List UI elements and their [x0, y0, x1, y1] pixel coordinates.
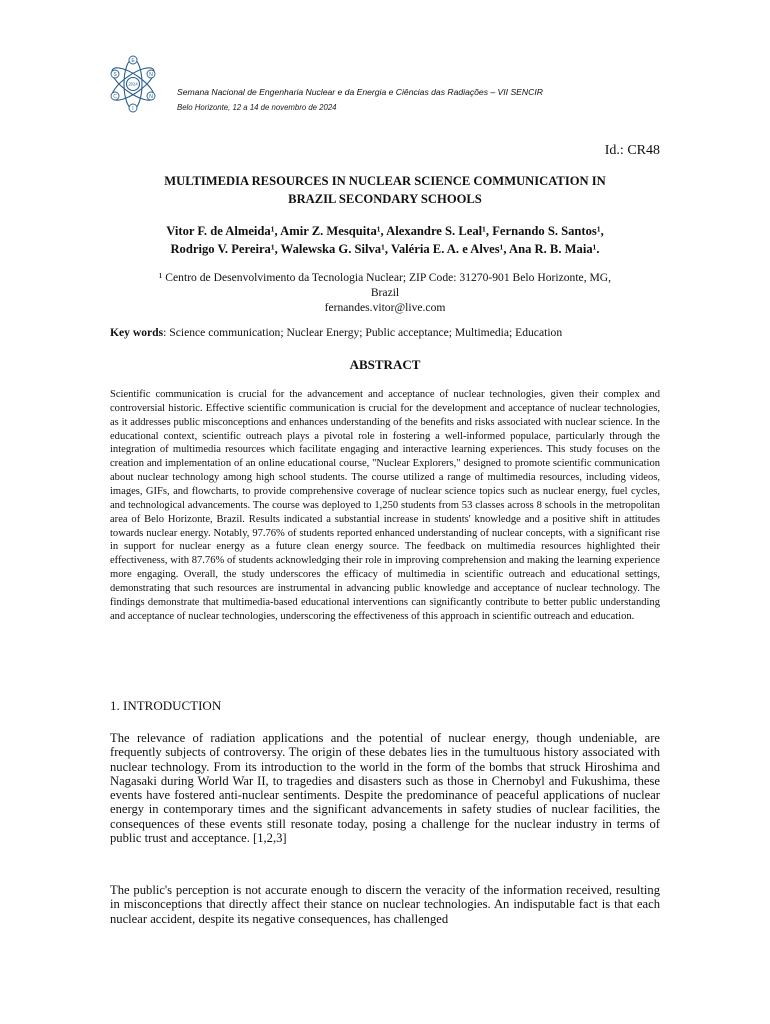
affiliation-line-1: ¹ Centro de Desenvolvimento da Tecnologia Nuclear; ZIP Code: 31270-901 Belo Horizonte, MG,	[158, 271, 612, 284]
conference-logo	[104, 55, 162, 113]
abstract-text: Scientific communication is crucial for the advancement and acceptance of nuclear technologies, given their complex and controversial historic. Effective scientific communication is crucial for the development and acceptance of nuclear technologies, as it addresses public misconceptions and enhances understanding of the benefits and risks associated with nuclear science. In the educational context, scientific outreach plays a pivotal role in fostering a well-informed populace, particularly through the integration of multimedia resources which facilitate engaging and interactive learning experiences. This study focuses on the creation and implementation of an online educational course, "Nuclear Explorers," designed to promote scientific communication about nuclear technology among high school students. The course utilized a range of multimedia resources, including videos, images, GIFs, and flowcharts, to provide comprehensive coverage of nuclear science topics such as nuclear energy, fuel cycles, and technological advancements. The course was deployed to 1,250 students from 53 classes across 8 schools in the metropolitan area of Belo Horizonte, Brazil. Results indicated a substantial increase in students' knowledge and a positive shift in attitudes towards nuclear energy. Notably, 97.76% of students reported enhanced understanding of nuclear concepts, with a significant rise in support for nuclear energy as a future clean energy source. The feedback on multimedia resources highlighted their effectiveness, with 87.76% of students acknowledging their role in improving comprehension and making the learning experience more engaging. Overall, the study underscores the efficacy of multimedia in scientific outreach and educational settings, demonstrating that such resources are instrumental in advancing public knowledge and acceptance of nuclear technology. The findings demonstrate that multimedia-based educational interventions can significantly contribute to better public understanding and acceptance of nuclear technologies, underscoring the effectiveness of this approach in scientific outreach and education.	[110, 389, 660, 622]
logo-letter-i: I	[132, 105, 134, 112]
logo-letter-c: C	[113, 93, 117, 100]
section-heading: 1. INTRODUCTION	[110, 698, 222, 713]
logo-year: 2024	[128, 81, 138, 87]
affiliation	[110, 270, 660, 315]
keywords-label: Key words	[110, 326, 164, 339]
logo-letter-n1: N	[149, 71, 153, 78]
author-line-2: Rodrigo V. Pereira¹, Walewska G. Silva¹, Valéria E. A. e Alves¹, Ana R. B. Maia¹.	[170, 242, 600, 256]
author-list	[110, 222, 660, 258]
author-line-1: Vitor F. de Almeida¹, Amir Z. Mesquita¹, Alexandre S. Leal¹, Fernando S. Santos¹,	[166, 224, 604, 238]
affiliation-line-2: Brazil	[370, 286, 400, 299]
intro-paragraph-2: The public's perception is not accurate enough to discern the veracity of the information received, resulting in misconceptions that directly affect their stance on nuclear technologies. An indisputable fact is that each nuclear accident, despite its negative consequences, has challenged	[110, 883, 660, 926]
keywords-text: : Science communication; Nuclear Energy; Public acceptance; Multimedia; Education	[163, 326, 563, 339]
event-location-date: Belo Horizonte, 12 a 14 de novembro de 2024	[177, 103, 337, 112]
contact-email: fernandes.vitor@live.com	[324, 301, 446, 314]
abstract-heading: ABSTRACT	[349, 357, 421, 372]
paper-title-line-2: BRAZIL SECONDARY SCHOOLS	[288, 192, 482, 206]
logo-letter-s: S	[113, 71, 117, 78]
paper-id: Id.: CR48	[604, 143, 660, 158]
paper-title-line-1: MULTIMEDIA RESOURCES IN NUCLEAR SCIENCE COMMUNICATION IN	[164, 174, 606, 188]
intro-paragraph-1: The relevance of radiation applications and the potential of nuclear energy, though undeniable, are frequently subjects of controversy. The origin of these debates lies in the tumultuous history associated with nuclear technology. From its introduction to the world in the form of the bombs that struck Hiroshima and Nagasaki during World War II, to tragedies and disasters such as those in Chernobyl and Fukushima, these events have fostered anti-nuclear sentiments. Despite the predominance of peaceful applications of nuclear energy in contemporary times and the significant advancements in safety studies of nuclear facilities, the consequences of these events still resonate today, posing a challenge for the nuclear industry in terms of public trust and acceptance. [1,2,3]	[110, 731, 660, 846]
keywords	[110, 325, 660, 340]
logo-letter-n2: N	[149, 93, 153, 100]
event-title: Semana Nacional de Engenharia Nuclear e da Energia e Ciências das Radiações – VII SENCIR	[177, 87, 543, 97]
paper-title	[110, 172, 660, 208]
logo-letter-e: E	[131, 57, 135, 64]
